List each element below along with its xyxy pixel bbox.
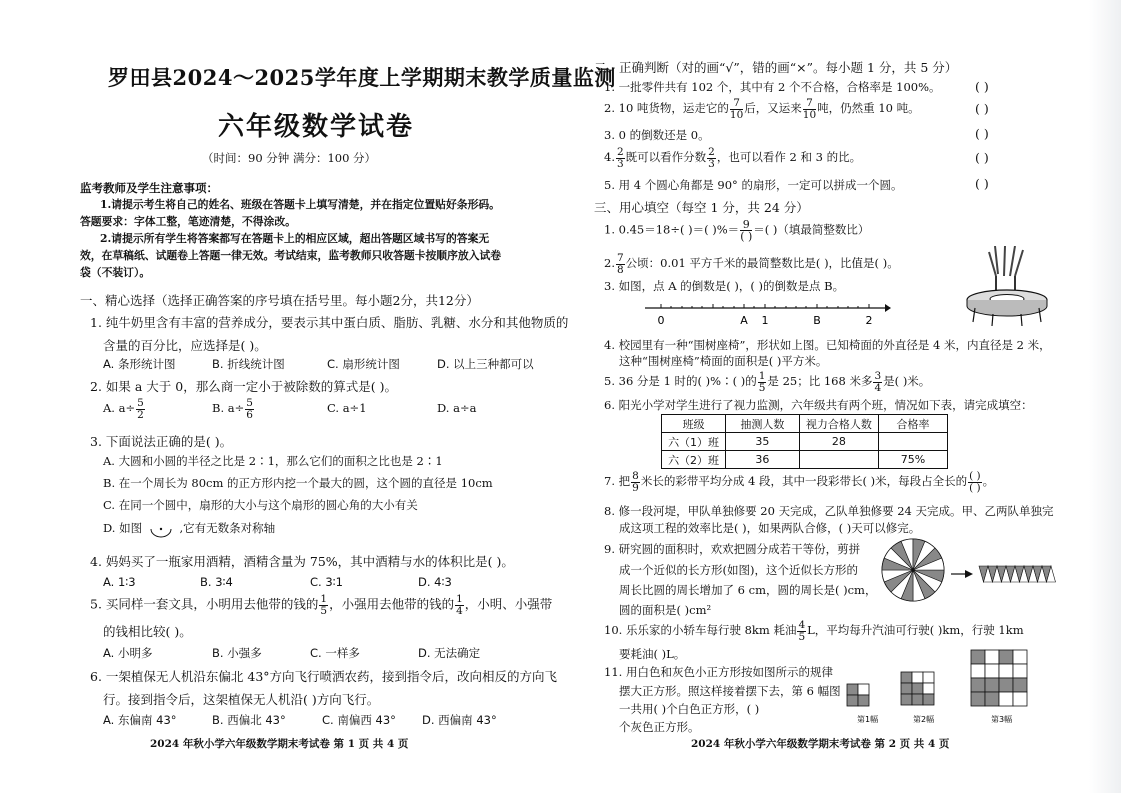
q6-option-a: A. 东偏南 43° [103, 713, 177, 727]
q4-option-d: D. 4∶3 [418, 575, 452, 589]
pattern-square [971, 678, 985, 692]
q1-text: 1. 纯牛奶里含有丰富的营养成分，要表示其中蛋白质、脂肪、乳糖、水分和其他物质的 [90, 315, 569, 330]
page-1-footer: 2024 年秋小学六年级数学期末考试卷 第 1 页 共 4 页 [150, 738, 409, 750]
fill-1-text: 1. 0.45＝18÷( )＝( )%＝ $\frac{9}{( )}$ ＝( )（填最简整数比） [604, 218, 870, 243]
table-header: 合格率 [879, 415, 948, 433]
q1-option-b: B. 折线统计图 [212, 357, 285, 371]
fill-10-text: 10. 乐乐家的小轿车每行驶 8km 耗油 $\frac{4}{5}$ L，平均每升汽油可行驶( )km，行驶 1km [604, 619, 1024, 643]
pattern-square [901, 683, 912, 694]
q3-option-c: C. 在同一个圆中，扇形的大小与这个扇形的圆心角的大小有关 [103, 498, 418, 512]
judge-3-text: 3. 0 的倒数还是 0。 [604, 128, 710, 142]
q3-option-d: D. 如图 ,它有无数条对称轴 [103, 520, 275, 538]
fill-7-text: 7. 把 $\frac{8}{9}$ 米长的彩带平均分成 4 段，其中一段彩带长( )米，每段占全长的 $\frac{( )}{( )}$ 。 [604, 470, 995, 494]
pattern-square [912, 683, 923, 694]
table-cell: 六（1）班 [662, 433, 726, 451]
fill-2-text: 2. $\frac{7}{8}$ 公顷：0.01 平方千米的最简整数比是( )，比值是( )。 [604, 252, 899, 276]
judge-5-answer[interactable]: ( ) [975, 176, 989, 191]
fill-11-text-4: 个灰色正方形。 [619, 720, 700, 734]
page-2 [561, 0, 1121, 793]
pattern-square [912, 672, 923, 683]
pattern-square [999, 678, 1013, 692]
q4-text: 4. 妈妈买了一瓶家用酒精，酒精含量为 75%，其中酒精与水的体积比是( )。 [90, 554, 514, 569]
notice-2: 2.请提示所有学生将答案都写在答题卡上的相应区域，超出答题区域书写的答案无 [100, 232, 490, 245]
scan-edge-shadow [1089, 0, 1121, 793]
section-2-heading: 二、正确判断（对的画“√”，错的画“×”。每小题 1 分，共 5 分） [594, 60, 958, 75]
fig-label-2: 第2幅 [913, 715, 935, 724]
q4-option-a: A. 1∶3 [103, 575, 136, 589]
table-cell-blank[interactable] [799, 451, 878, 469]
q1-option-c: C. 扇形统计图 [327, 357, 400, 371]
q6-text: 6. 一架植保无人机沿东偏北 43°方向飞行喷洒农药，接到指令后，改向相反的方向飞 [90, 669, 558, 684]
judge-3-answer[interactable]: ( ) [975, 126, 989, 141]
q5-option-b: B. 小强多 [212, 646, 262, 660]
q1-option-a: A. 条形统计图 [103, 357, 176, 371]
q2-text: 2. 如果 a 大于 0，那么商一定小于被除数的算式是( )。 [90, 379, 397, 394]
pattern-square [901, 694, 912, 705]
pattern-square [1013, 692, 1027, 706]
judge-2-answer[interactable]: ( ) [975, 101, 989, 116]
q1-text-2: 含量的百分比，应选择是( )。 [103, 338, 267, 353]
q6-option-c: C. 南偏西 43° [322, 713, 396, 727]
fill-11-text: 11. 用白色和灰色小正方形按如图所示的规律 [604, 665, 833, 679]
circle-area-figure [879, 536, 1061, 608]
numberline-label-1: 1 [761, 314, 769, 327]
q5-option-c: C. 一样多 [310, 646, 360, 660]
table-row [662, 451, 948, 469]
pattern-square [985, 678, 999, 692]
q5-text-2: 的钱相比较( )。 [103, 624, 192, 639]
fill-5-text: 5. 36 分是 1 时的( )%∶( )的 $\frac{1}{5}$ 是 25；比 168 米多 $\frac{3}{4}$ 是( )米。 [604, 370, 931, 394]
judge-1-text: 1. 一批零件共有 102 个，其中有 2 个不合格，合格率是 100%。 [604, 80, 941, 94]
q2-option-d: D. a÷a [437, 401, 477, 415]
numberline-label-b: B [813, 314, 821, 327]
table-cell: 75% [879, 451, 948, 469]
fill-10-text-2: 要耗油( )L。 [619, 647, 686, 661]
q6-option-b: B. 西偏北 43° [212, 713, 286, 727]
pattern-square [999, 692, 1013, 706]
number-line [641, 298, 891, 328]
table-header: 视力合格人数 [799, 415, 878, 433]
numberline-label-2: 2 [865, 314, 873, 327]
fill-3-text: 3. 如图，点 A 的倒数是( )，( )的倒数是点 B。 [604, 279, 845, 293]
vision-table [661, 414, 948, 469]
notice-title: 监考教师及学生注意事项： [80, 181, 218, 195]
table-row [662, 433, 948, 451]
pattern-square [923, 694, 934, 705]
numberline-label-0: 0 [657, 314, 665, 327]
pattern-square [985, 650, 999, 664]
numberline-label-a: A [740, 314, 748, 327]
q1-option-d: D. 以上三种都可以 [437, 357, 534, 371]
pattern-square [858, 695, 869, 706]
fill-9-text-3: 周长比圆的周长增加了 6 cm，圆的周长是( )cm， [619, 583, 877, 597]
pattern-square [1013, 664, 1027, 678]
pattern-square [1013, 678, 1027, 692]
notice-2c: 袋（不装订）。 [80, 266, 151, 279]
notice-1: 1.请提示考生将自己的姓名、班级在答题卡上填写清楚，并在指定位置贴好条形码。 [100, 198, 500, 211]
exam-subtitle: 六年级数学试卷 [218, 112, 415, 142]
table-header-row [662, 415, 948, 433]
fill-4-text: 4. 校园里有一种“围树座椅”，形状如上图。已知椅面的外直径是 4 米，内直径是 2 米， [604, 338, 1051, 352]
fill-9-text-4: 圆的面积是( )cm² [619, 603, 712, 617]
pattern-square [971, 664, 985, 678]
pattern-square [858, 684, 869, 695]
pattern-square [999, 664, 1013, 678]
fill-11-text-2: 摆大正方形。照这样接着摆下去，第 6 幅图 [619, 684, 841, 698]
fill-11-text-3: 一共用( )个白色正方形，( ) [619, 702, 760, 716]
q4-option-b: B. 3∶4 [200, 575, 233, 589]
q5-option-a: A. 小明多 [103, 646, 153, 660]
q6-text-2: 行。接到指令后，这架植保无人机沿( )方向飞行。 [103, 692, 380, 707]
table-header: 抽测人数 [726, 415, 800, 433]
q2-option-a: A. a÷ $\frac{5}{2}$ [103, 397, 144, 421]
table-cell-blank[interactable] [879, 433, 948, 451]
page-2-footer: 2024 年秋小学六年级数学期末考试卷 第 2 页 共 4 页 [691, 738, 950, 750]
table-cell: 六（2）班 [662, 451, 726, 469]
fill-8-text-2: 成这项工程的效率比是( )，如果两队合修，( )天可以修完。 [619, 521, 921, 535]
pattern-square [923, 672, 934, 683]
pattern-square [999, 650, 1013, 664]
fig-label-3: 第3幅 [991, 715, 1013, 724]
judge-1-answer[interactable]: ( ) [975, 79, 989, 94]
q3-option-b: B. 在一个周长为 80cm 的正方形内挖一个最大的圆，这个圆的直径是 10cm [103, 476, 493, 490]
q6-option-d: D. 西偏南 43° [422, 713, 497, 727]
fill-9-text-2: 成一个近似的长方形(如图)，这个近似长方形的 [619, 563, 858, 577]
judge-5-text: 5. 用 4 个圆心角都是 90° 的扇形，一定可以拼成一个圆。 [604, 178, 903, 192]
q2-option-c: C. a÷1 [327, 401, 367, 415]
table-cell: 36 [726, 451, 800, 469]
q2-option-b: B. a÷ $\frac{5}{6}$ [212, 397, 253, 421]
pattern-square [901, 672, 912, 683]
semicircle-figure [148, 520, 174, 538]
exam-title: 罗田县2024～2025学年度上学期期末教学质量监测 [108, 65, 616, 90]
section-3-heading: 三、用心填空（每空 1 分，共 24 分） [594, 200, 809, 215]
judge-2-text: 2. 10 吨货物，运走它的 $\frac{7}{10}$ 后，又运来 $\frac{7}{10}$ 吨，仍然重 10 吨。 [604, 97, 920, 121]
q3-option-a: A. 大圆和小圆的半径之比是 2∶1，那么它们的面积之比也是 2∶1 [103, 454, 443, 468]
judge-4-answer[interactable]: ( ) [975, 150, 989, 165]
pattern-square [847, 684, 858, 695]
pattern-square [1013, 650, 1027, 664]
fig-label-1: 第1幅 [857, 715, 879, 724]
fill-8-text: 8. 修一段河堤，甲队单独修要 20 天完成，乙队单独修要 24 天完成。甲、乙两队单独完 [604, 504, 1054, 518]
table-header: 班级 [662, 415, 726, 433]
section-1-heading: 一、精心选择（选择正确答案的序号填在括号里。每小题2分，共12分） [80, 293, 479, 308]
pattern-square [923, 683, 934, 694]
time-info: （时间：90 分钟 满分：100 分） [202, 151, 377, 165]
judge-4-text: 4. $\frac{2}{3}$ 既可以看作分数 $\frac{2}{3}$ ，也可以看作 2 和 3 的比。 [604, 146, 862, 170]
fill-6-text: 6. 阳光小学对学生进行了视力监测，六年级共有两个班，情况如下表，请完成填空： [604, 398, 1033, 412]
notice-1b: 答题要求：字体工整，笔迹清楚，不得涂改。 [80, 215, 296, 228]
q5-option-d: D. 无法确定 [418, 646, 481, 660]
square-pattern-figure [843, 648, 1043, 728]
q3-text: 3. 下面说法正确的是( )。 [90, 434, 233, 449]
table-cell: 35 [726, 433, 800, 451]
q5-text: 5. 买同样一套文具，小明用去他带的钱的 $\frac{1}{5}$ ，小强用去他带的钱的 $\frac{1}{4}$ ，小明、小强带 [90, 593, 553, 617]
notice-2b: 效，在草稿纸、试题卷上答题一律无效。考试结束，监考教师只收答题卡按顺序放入试卷 [80, 249, 502, 262]
pattern-square [971, 650, 985, 664]
table-cell: 28 [799, 433, 878, 451]
pattern-square [985, 692, 999, 706]
pattern-square [971, 692, 985, 706]
q4-option-c: C. 3∶1 [310, 575, 343, 589]
pattern-square [847, 695, 858, 706]
pattern-square [985, 664, 999, 678]
fill-9-text: 9. 研究圆的面积时，欢欢把圆分成若干等份，剪拼 [604, 542, 861, 556]
fill-4-text-2: 这种“围树座椅”椅面的面积是( )平方米。 [619, 354, 828, 368]
pattern-square [912, 694, 923, 705]
tree-seat-figure [963, 246, 1053, 328]
